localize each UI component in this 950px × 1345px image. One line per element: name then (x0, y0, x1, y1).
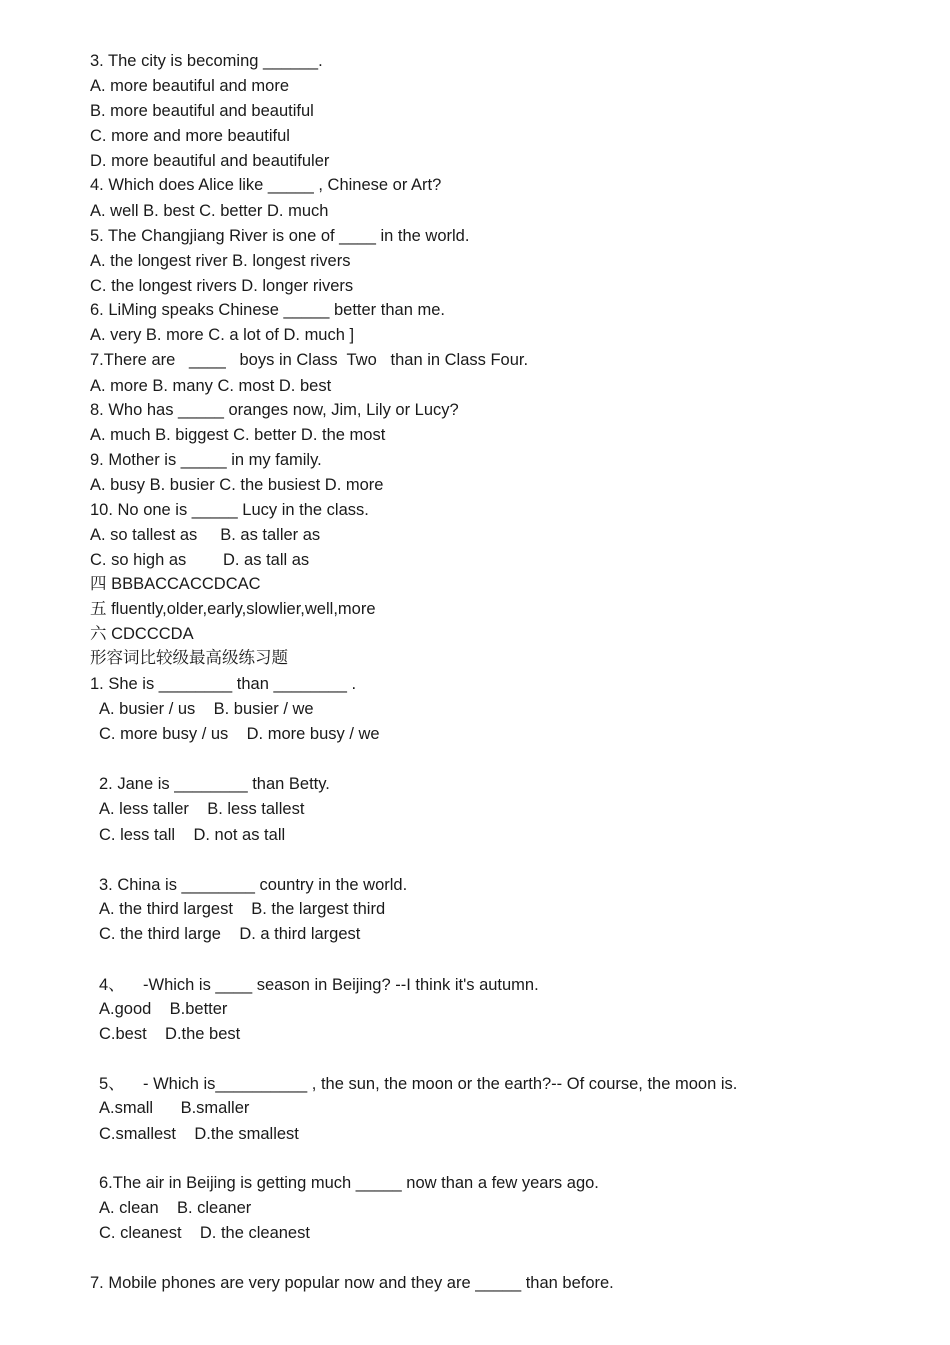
question-5-stem: 5. The Changjiang River is one of ____ in the world. (90, 227, 470, 245)
exercise-q4-stem: 4、 -Which is ____ season in Beijing? --I think it's autumn. (99, 976, 539, 994)
exercise-q4-options-ab: A.good B.better (99, 1000, 228, 1018)
exercise-q1-options-ab: A. busier / us B. busier / we (99, 700, 314, 718)
exercise-title: 形容词比较级最高级练习题 (90, 649, 288, 667)
answer-key-section-6: 六 CDCCCDA (90, 625, 194, 643)
question-3-option-d: D. more beautiful and beautifuler (90, 152, 330, 170)
exercise-q6-stem: 6.The air in Beijing is getting much _____ now than a few years ago. (99, 1174, 599, 1192)
question-3-option-b: B. more beautiful and beautiful (90, 102, 314, 120)
exercise-q3-options-cd: C. the third large D. a third largest (99, 925, 361, 943)
question-10-options-ab: A. so tallest as B. as taller as (90, 526, 321, 544)
exercise-q2-options-cd: C. less tall D. not as tall (99, 826, 286, 844)
question-3-option-c: C. more and more beautiful (90, 127, 290, 145)
question-4-options: A. well B. best C. better D. much (90, 202, 329, 220)
question-10-options-cd: C. so high as D. as tall as (90, 551, 310, 569)
question-9-options: A. busy B. busier C. the busiest D. more (90, 476, 384, 494)
answer-key-section-5: 五 fluently,older,early,slowlier,well,more (90, 600, 376, 618)
exercise-q3-stem: 3. China is ________ country in the world. (99, 876, 408, 894)
question-7-stem: 7.There are ____ boys in Class Two than in Class Four. (90, 351, 529, 369)
exercise-q5-options-ab: A.small B.smaller (99, 1099, 250, 1117)
exercise-q2-options-ab: A. less taller B. less tallest (99, 800, 305, 818)
question-3-stem: 3. The city is becoming ______. (90, 52, 323, 70)
exercise-q1-stem: 1. She is ________ than ________ . (90, 675, 357, 693)
question-3-option-a: A. more beautiful and more (90, 77, 290, 95)
question-7-options: A. more B. many C. most D. best (90, 377, 332, 395)
question-5-options-cd: C. the longest rivers D. longer rivers (90, 277, 354, 295)
exercise-q7-stem: 7. Mobile phones are very popular now and they are _____ than before. (90, 1274, 614, 1292)
exercise-q2-stem: 2. Jane is ________ than Betty. (99, 775, 330, 793)
question-4-stem: 4. Which does Alice like _____ , Chinese or Art? (90, 176, 442, 194)
question-5-options-ab: A. the longest river B. longest rivers (90, 252, 351, 270)
question-8-options: A. much B. biggest C. better D. the most (90, 426, 386, 444)
exercise-q5-options-cd: C.smallest D.the smallest (99, 1125, 299, 1143)
exercise-q6-options-cd: C. cleanest D. the cleanest (99, 1224, 310, 1242)
exercise-q6-options-ab: A. clean B. cleaner (99, 1199, 252, 1217)
question-6-options: A. very B. more C. a lot of D. much ] (90, 326, 355, 344)
question-8-stem: 8. Who has _____ oranges now, Jim, Lily or Lucy? (90, 401, 459, 419)
question-6-stem: 6. LiMing speaks Chinese _____ better than me. (90, 301, 445, 319)
answer-key-section-4: 四 BBBACCACCDCAC (90, 575, 261, 593)
question-10-stem: 10. No one is _____ Lucy in the class. (90, 501, 369, 519)
exercise-q4-options-cd: C.best D.the best (99, 1025, 241, 1043)
question-9-stem: 9. Mother is _____ in my family. (90, 451, 322, 469)
exercise-q3-options-ab: A. the third largest B. the largest third (99, 900, 386, 918)
exercise-q1-options-cd: C. more busy / us D. more busy / we (99, 725, 380, 743)
exercise-q5-stem: 5、 - Which is__________ , the sun, the moon or the earth?-- Of course, the moon is. (99, 1075, 738, 1093)
